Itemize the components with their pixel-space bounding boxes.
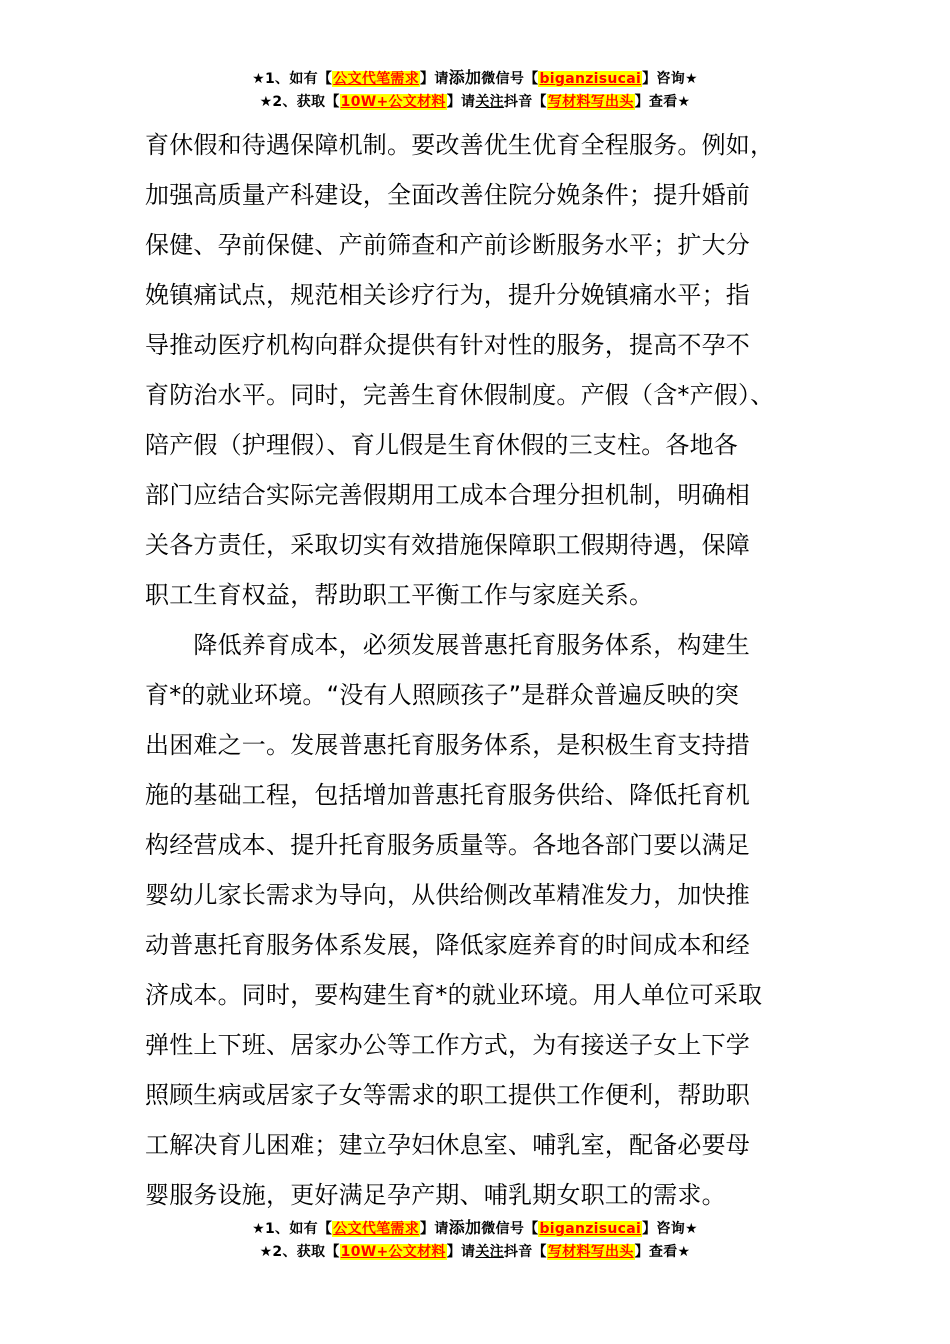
banner-highlight: 公文代笔需求 bbox=[333, 1221, 420, 1237]
text-line: 婴服务设施，更好满足孕产期、哺乳期女职工的需求。 bbox=[145, 1181, 726, 1209]
banner-text: 】请 bbox=[446, 94, 476, 110]
banner-text: 抖音【 bbox=[503, 94, 547, 110]
banner-emphasis: 关注 bbox=[475, 94, 504, 110]
banner-douyin-id: 写材料写出头 bbox=[547, 94, 634, 110]
banner-wechat-id: biganzisucai bbox=[539, 1221, 642, 1237]
text-line: 婴幼儿家长需求为导向，从供给侧改革精准发力，加快推 bbox=[145, 881, 750, 909]
text-line: 施的基础工程，包括增加普惠托育服务供给、降低托育机 bbox=[145, 781, 750, 809]
text-line: 济成本。同时，要构建生育*的就业环境。用人单位可采取 bbox=[145, 981, 763, 1009]
banner-emphasis: 关注 bbox=[475, 1244, 504, 1260]
text-line: 工解决育儿困难；建立孕妇休息室、哺乳室，配备必要母 bbox=[145, 1131, 750, 1159]
text-line: 育休假和待遇保障机制。要改善优生优育全程服务。例如， bbox=[145, 131, 775, 159]
banner-text: ★1、如有【 bbox=[252, 1221, 333, 1237]
banner-line-1 bbox=[0, 66, 950, 90]
banner-highlight: 公文代笔需求 bbox=[333, 71, 420, 87]
text-line: 导推动医疗机构向群众提供有针对性的服务，提高不孕不 bbox=[145, 331, 750, 359]
banner-emphasis: 添加 bbox=[448, 1218, 482, 1237]
text-line: 保健、孕前保健、产前筛查和产前诊断服务水平；扩大分 bbox=[145, 231, 750, 259]
text-line: 部门应结合实际完善假期用工成本合理分担机制，明确相 bbox=[145, 481, 750, 509]
text-line: 动普惠托育服务体系发展，降低家庭养育的时间成本和经 bbox=[145, 931, 750, 959]
text-line: 陪产假（护理假）、育儿假是生育休假的三支柱。各地各 bbox=[145, 431, 738, 459]
banner-text: 微信号【 bbox=[481, 71, 539, 87]
banner-text: ★1、如有【 bbox=[252, 71, 333, 87]
text-line: 育*的就业环境。“没有人照顾孩子”是群众普遍反映的突 bbox=[145, 681, 740, 709]
banner-line-2 bbox=[0, 90, 950, 114]
text-line: 降低养育成本，必须发展普惠托育服务体系，构建生 bbox=[145, 631, 750, 659]
banner-line-1 bbox=[0, 1216, 950, 1240]
banner-highlight: 10W+公文材料 bbox=[340, 1244, 446, 1260]
text-line: 弹性上下班、居家办公等工作方式，为有接送子女上下学 bbox=[145, 1031, 750, 1059]
text-line: 关各方责任，采取切实有效措施保障职工假期待遇，保障 bbox=[145, 531, 750, 559]
footer-banner bbox=[0, 1216, 950, 1264]
banner-text: 】请 bbox=[446, 1244, 476, 1260]
banner-text: 】咨询★ bbox=[642, 1221, 698, 1237]
banner-douyin-id: 写材料写出头 bbox=[547, 1244, 634, 1260]
text-line: 构经营成本、提升托育服务质量等。各地各部门要以满足 bbox=[145, 831, 750, 859]
banner-text: 】请 bbox=[420, 71, 449, 87]
banner-text: 微信号【 bbox=[481, 1221, 539, 1237]
document-body bbox=[145, 120, 825, 1220]
banner-text: 】查看★ bbox=[634, 1244, 691, 1260]
text-line: 加强高质量产科建设，全面改善住院分娩条件；提升婚前 bbox=[145, 181, 750, 209]
banner-emphasis: 添加 bbox=[448, 68, 482, 87]
text-line: 育防治水平。同时，完善生育休假制度。产假（含*产假）、 bbox=[145, 381, 775, 409]
banner-highlight: 10W+公文材料 bbox=[340, 94, 446, 110]
header-banner bbox=[0, 66, 950, 114]
banner-text: 】咨询★ bbox=[642, 71, 698, 87]
banner-wechat-id: biganzisucai bbox=[539, 71, 642, 87]
text-line: 职工生育权益，帮助职工平衡工作与家庭关系。 bbox=[145, 581, 654, 609]
banner-text: 】查看★ bbox=[634, 94, 691, 110]
text-line: 照顾生病或居家子女等需求的职工提供工作便利，帮助职 bbox=[145, 1081, 750, 1109]
banner-text: ★2、获取【 bbox=[259, 1244, 340, 1260]
banner-text: 抖音【 bbox=[503, 1244, 547, 1260]
banner-line-2 bbox=[0, 1240, 950, 1264]
banner-text: 】请 bbox=[420, 1221, 449, 1237]
text-line: 娩镇痛试点，规范相关诊疗行为，提升分娩镇痛水平；指 bbox=[145, 281, 750, 309]
banner-text: ★2、获取【 bbox=[259, 94, 340, 110]
text-line: 出困难之一。发展普惠托育服务体系，是积极生育支持措 bbox=[145, 731, 750, 759]
